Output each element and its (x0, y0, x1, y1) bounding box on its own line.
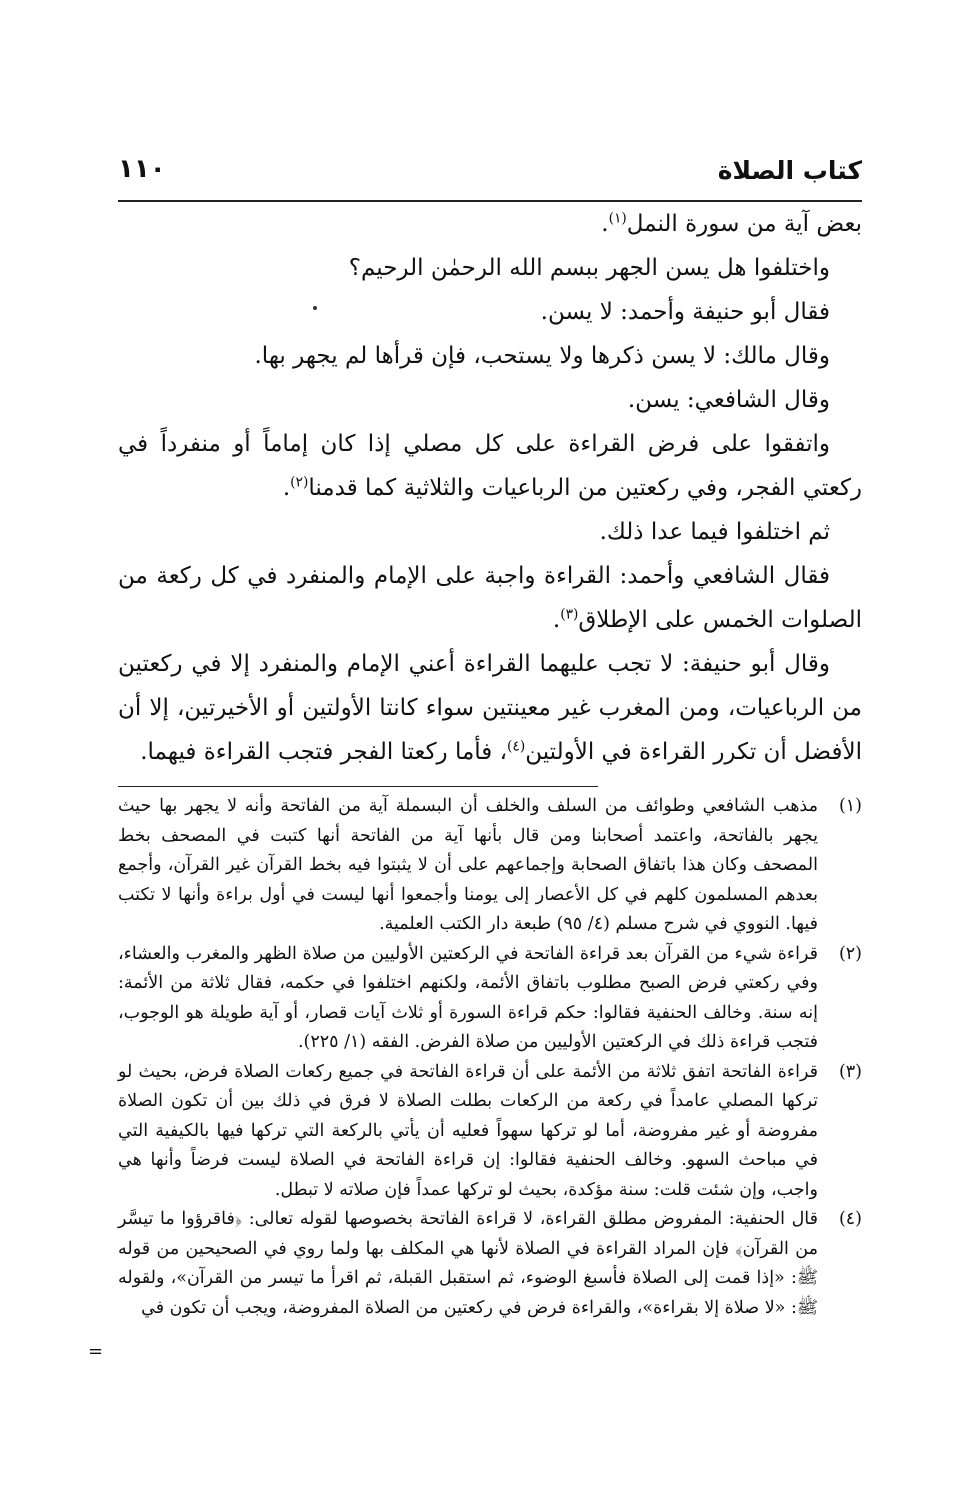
stray-dot (313, 306, 317, 310)
paragraph-4: وقال مالك: لا يسن ذكرها ولا يستحب، فإن قرأها لم يجهر بها. (254, 343, 830, 369)
footnote (118, 792, 862, 940)
footnote (118, 1205, 862, 1323)
footnote-number: (٤) (838, 1209, 862, 1229)
paragraph-6-text: واتفقوا على فرض القراءة على كل مصلي إذا كان إماماً أو منفرداً في ركعتي الفجر، وفي ركعتين من الرباعيات والثلاثية كما قدمنا (118, 431, 862, 501)
footnote (118, 940, 862, 1058)
chapter-title: كتاب الصلاة (717, 156, 862, 185)
paragraph-6 (118, 422, 862, 510)
paragraph-9-text: وقال أبو حنيفة: لا تجب عليهما القراءة أعني الإمام والمنفرد إلا في ركعتين من الرباعيات، ومن المغرب غير معينتين سواء كانتا الأولتين أو الأخيرتين، إلا أن الأفضل أن تكرر القراءة في الأولتين (118, 651, 862, 765)
footnote-text: قراءة الفاتحة اتفق ثلاثة من الأئمة على أن قراءة الفاتحة في جميع ركعات الصلاة فرض، بحيث لو تركها المصلي عامداً في ركعة من الركعات بطلت الصلاة لا فرق في ذلك بين أن تكون الصلاة مفروضة أو غير مفروضة، أما لو تركها سهواً فعليه أن يأتي بالركعة التي تركها فيها بالكيفية التي في مباحث السهو. وخالف الحنفية فقالوا: إن قراءة الفاتحة في الصلاة ليست فرضاً وأنها هي واجب، وإن شئت قلت: سنة مؤكدة، بحيث لو تركها عمداً فإن صلاته لا تبطل. (118, 1061, 818, 1200)
paragraph-7: ثم اختلفوا فيما عدا ذلك. (599, 519, 830, 545)
footnote-text: قال الحنفية: المفروض مطلق القراءة، لا قراءة الفاتحة بخصوصها لقوله تعالى: ﴿فاقرؤوا ما تيسَّر من القرآن﴾ فإن المراد القراءة في الصلاة لأنها هي المكلف بها ولما روي في الصحيحين من قوله ﷺ: «إذا قمت إلى الصلاة فأسبغ الوضوء، ثم استقبل القبلة، ثم اقرأ ما تيسر من القرآن»، ولقوله ﷺ: «لا صلاة إلا بقراءة»، والقراءة فرض في ركعتين من الصلاة المفروضة، ويجب أن تكون في (118, 1209, 818, 1318)
paragraph-9 (118, 642, 862, 774)
paragraph-8-end: . (552, 607, 561, 633)
paragraph-1 (118, 202, 862, 246)
main-text (118, 202, 862, 774)
paragraph-3: فقال أبو حنيفة وأحمد: لا يسن. (540, 299, 830, 325)
paragraph-1-end: . (601, 211, 609, 237)
footnotes (118, 792, 862, 1323)
paragraph-1-text: بعض آية من سورة النمل (626, 211, 862, 237)
footnote-ref-2[interactable]: (٢) (290, 474, 309, 491)
footnote-number: (٣) (838, 1061, 862, 1082)
footnote (118, 1058, 862, 1206)
paragraph-5: وقال الشافعي: يسن. (627, 387, 830, 413)
footnote-number: (٢) (838, 943, 862, 964)
footnote-text: قراءة شيء من القرآن بعد قراءة الفاتحة في الركعتين الأوليين من صلاة الظهر والمغرب والعشاء، وفي ركعتي فرض الصبح مطلوب باتفاق الأئمة، ولكنهم اختلفوا في حكمه، فقال ثلاثة من الأئمة: إنه سنة. وخالف الحنفية فقالوا: حكم قراءة السورة أو ثلاث آيات قصار، أو آية طويلة هو الوجوب، فتجب قراءة ذلك في الركعتين الأوليين من صلاة الفرض. الفقه (١/ ٢٢٥). (118, 943, 818, 1052)
paragraph-8-text: فقال الشافعي وأحمد: القراءة واجبة على الإمام والمنفرد في كل ركعة من الصلوات الخمس على الإطلاق (118, 563, 862, 633)
footnote-ref-1[interactable]: (١) (608, 210, 627, 227)
footnote-divider (118, 786, 598, 787)
page-header (118, 150, 862, 202)
page-number: ١١٠ (118, 154, 166, 184)
footnote-text: مذهب الشافعي وطوائف من السلف والخلف أن البسملة آية من الفاتحة وأنه لا يجهر بها حيث يجهر بالفاتحة، واعتمد أصحابنا ومن قال بأنها آية من الفاتحة أنها كتبت في المصحف بخط المصحف وكان هذا باتفاق الصحابة وإجماعهم على أن لا يثبتوا فيه بخط القرآن غير القرآن، وأجمع بعدهم المسلمون كلهم في كل الأعصار إلى يومنا وأجمعوا أنها ليست في أول براءة وأنها لا تكتب فيها. النووي في شرح مسلم (٤/ ٩٥) طبعة دار الكتب العلمية. (118, 796, 818, 934)
paragraph-9-end: ، فأما ركعتا الفجر فتجب القراءة فيهما. (140, 739, 508, 765)
footnote-ref-4[interactable]: (٤) (507, 738, 526, 755)
paragraph-6-end: . (282, 475, 291, 501)
continuation-mark: = (88, 1341, 104, 1362)
footnote-number: (١) (838, 796, 862, 816)
paragraph-2: واختلفوا هل يسن الجهر ببسم الله الرحمٰن الرحيم؟ (348, 255, 830, 281)
paragraph-8 (118, 554, 862, 642)
footnote-ref-3[interactable]: (٣) (560, 606, 579, 623)
